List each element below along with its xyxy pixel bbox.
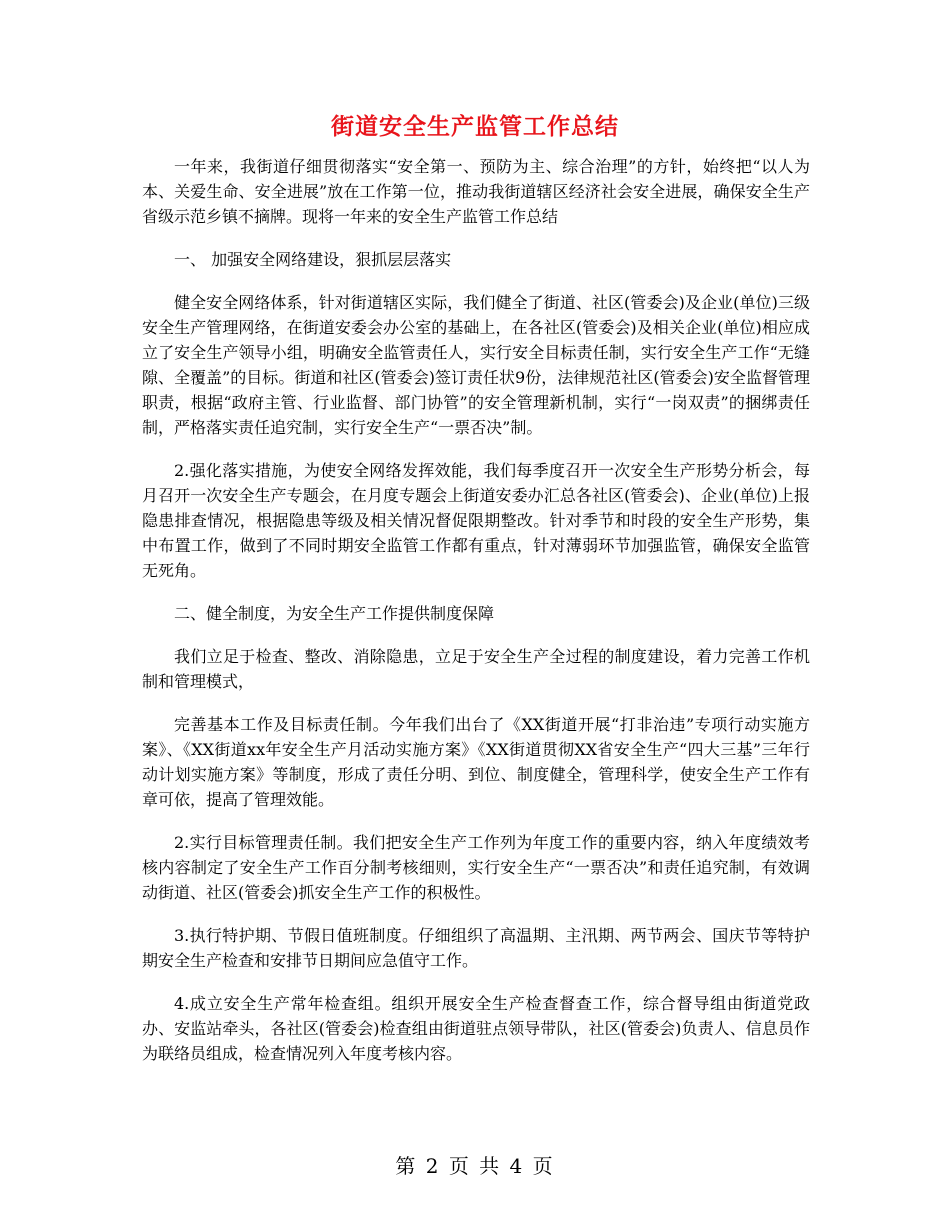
body-paragraph: 2.实行目标管理责任制。我们把安全生产工作列为年度工作的重要内容，纳入年度绩效考核内容制定了安全生产工作百分制考核细则，实行安全生产“一票否决”和责任追究制，有效调动街道、社区(管委会)抓安全生产工作的积极性。	[142, 833, 810, 902]
section-heading-1: 一、 加强安全网络建设，狠抓层层落实	[174, 250, 452, 269]
body-paragraph: 完善基本工作及目标责任制。今年我们出台了《XX街道开展“打非治违”专项行动实施方案》、《XX街道xx年安全生产月活动实施方案》《XX街道贯彻XX省安全生产“四大三基”三年行动计划实施方案》等制度，形成了责任分明、到位、制度健全，管理科学，使安全生产工作有章可依，提高了管理效能。	[142, 715, 810, 809]
body-paragraph: 2.强化落实措施，为使安全网络发挥效能，我们每季度召开一次安全生产形势分析会，每月召开一次安全生产专题会，在月度专题会上街道安委办汇总各社区(管委会)、企业(单位)上报隐患排查情况，根据隐患等级及相关情况督促限期整改。针对季节和时段的安全生产形势，集中布置工作，做到了不同时期安全监管工作都有重点，针对薄弱环节加强监管，确保安全监管无死角。	[142, 461, 810, 580]
intro-paragraph: 一年来，我街道仔细贯彻落实“安全第一、预防为主、综合治理”的方针，始终把“以人为本、关爱生命、安全进展”放在工作第一位，推动我街道辖区经济社会安全进展，确保安全生产省级示范乡镇不摘牌。现将一年来的安全生产监管工作总结	[142, 157, 810, 226]
body-paragraph: 我们立足于检查、整改、消除隐患，立足于安全生产全过程的制度建设，着力完善工作机制和管理模式，	[142, 647, 810, 691]
document-body	[142, 154, 810, 1084]
section-heading-2: 二、健全制度，为安全生产工作提供制度保障	[174, 604, 495, 623]
body-paragraph: 健全安全网络体系，针对街道辖区实际，我们健全了街道、社区(管委会)及企业(单位)三级安全生产管理网络，在街道安委会办公室的基础上，在各社区(管委会)及相关企业(单位)相应成立了安全生产领导小组，明确安全监管责任人，实行安全目标责任制，实行安全生产工作“无缝隙、全覆盖”的目标。街道和社区(管委会)签订责任状9份，法律规范社区(管委会)安全监督管理职责，根据“政府主管、行业监督、部门协管”的安全管理新机制，实行“一岗双责”的捆绑责任制，严格落实责任追究制，实行安全生产“一票否决”制。	[142, 293, 810, 437]
body-paragraph: 4.成立安全生产常年检查组。组织开展安全生产检查督查工作，综合督导组由街道党政办、安监站牵头，各社区(管委会)检查组由街道驻点领导带队，社区(管委会)负责人、信息员作为联络员组成，检查情况列入年度考核内容。	[142, 994, 810, 1063]
document-title: 街道安全生产监管工作总结	[331, 113, 619, 140]
page-number-footer: 第 2 页 共 4 页	[395, 1154, 555, 1178]
body-paragraph: 3.执行特护期、节假日值班制度。仔细组织了高温期、主汛期、两节两会、国庆节等特护期安全生产检查和安排节日期间应急值守工作。	[142, 926, 810, 970]
